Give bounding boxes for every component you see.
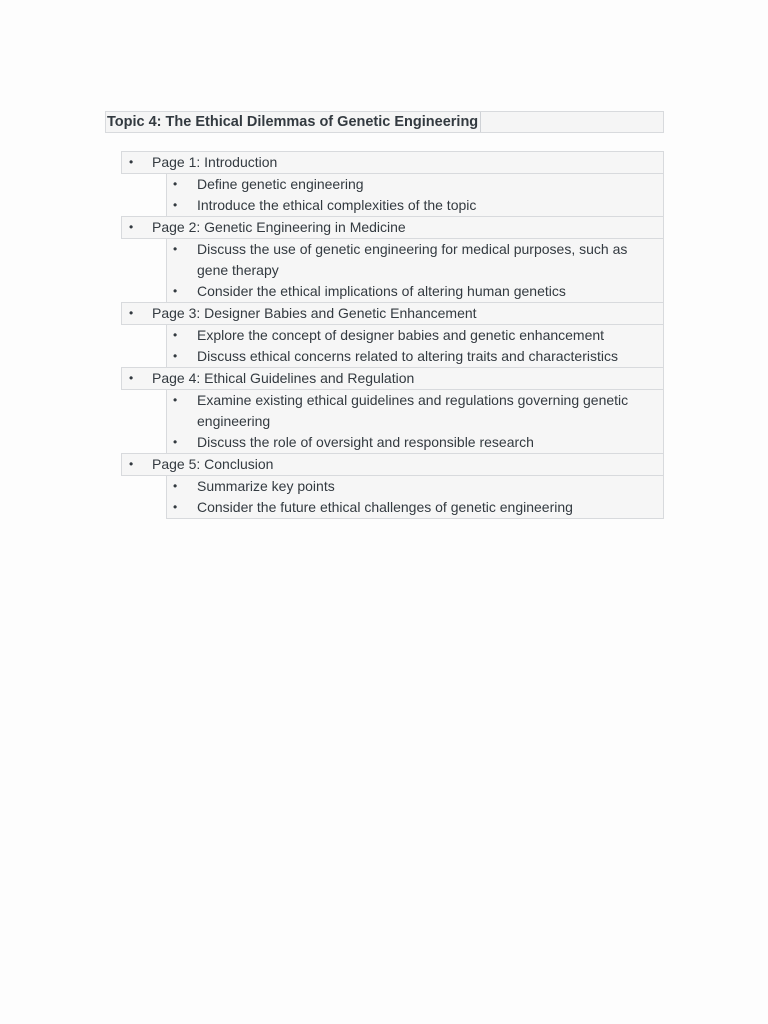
bullet-icon: •: [173, 177, 178, 191]
list-item: [167, 239, 663, 281]
list-item-text: Discuss the role of oversight and responsible research: [197, 434, 534, 450]
bullet-icon: •: [129, 371, 134, 385]
list-item: [167, 325, 663, 346]
bullet-icon: •: [129, 457, 134, 471]
list-item: [167, 432, 663, 453]
sub-list: [166, 239, 664, 303]
page-label: Page 4: Ethical Guidelines and Regulation: [152, 370, 415, 386]
list-item: [167, 476, 663, 497]
list-item: [167, 174, 663, 195]
bullet-icon: •: [173, 435, 178, 449]
bullet-icon: •: [173, 284, 178, 298]
sub-list: [166, 325, 664, 368]
list-item-text: Discuss ethical concerns related to altering traits and characteristics: [197, 348, 618, 364]
page-item-1: [121, 151, 664, 174]
bullet-icon: •: [173, 349, 178, 363]
list-item: [167, 497, 663, 518]
list-item-text: Consider the ethical implications of altering human genetics: [197, 283, 566, 299]
bullet-icon: •: [173, 479, 178, 493]
sub-list: [166, 174, 664, 217]
page-item-3: [121, 302, 664, 325]
sub-list: [166, 476, 664, 519]
title-box: [105, 111, 664, 133]
document-title: Topic 4: The Ethical Dilemmas of Genetic Engineering: [107, 112, 481, 132]
sub-list: [166, 390, 664, 454]
bullet-icon: •: [173, 328, 178, 342]
bullet-icon: •: [129, 306, 134, 320]
list-item-text: Summarize key points: [197, 478, 335, 494]
page-label: Page 5: Conclusion: [152, 456, 274, 472]
list-item-text: Introduce the ethical complexities of the topic: [197, 197, 477, 213]
bullet-icon: •: [129, 155, 134, 169]
page-label: Page 2: Genetic Engineering in Medicine: [152, 219, 406, 235]
page-item-4: [121, 367, 664, 390]
list-item-text: Consider the future ethical challenges of genetic engineering: [197, 499, 573, 515]
list-item: [167, 281, 663, 302]
bullet-icon: •: [173, 500, 178, 514]
list-item: [167, 390, 663, 432]
list-item: [167, 195, 663, 216]
outline-list: [121, 152, 664, 519]
list-item: [167, 346, 663, 367]
page-item-2: [121, 216, 664, 239]
bullet-icon: •: [173, 242, 178, 256]
bullet-icon: •: [173, 393, 178, 407]
page-label: Page 3: Designer Babies and Genetic Enhancement: [152, 305, 477, 321]
bullet-icon: •: [129, 220, 134, 234]
page-item-5: [121, 453, 664, 476]
bullet-icon: •: [173, 198, 178, 212]
list-item-text: Examine existing ethical guidelines and regulations governing genetic engineering: [197, 392, 629, 429]
list-item-text: Define genetic engineering: [197, 176, 364, 192]
list-item-text: Explore the concept of designer babies and genetic enhancement: [197, 327, 605, 343]
list-item-text: Discuss the use of genetic engineering for medical purposes, such as gene therapy: [197, 241, 628, 278]
page-label: Page 1: Introduction: [152, 154, 278, 170]
